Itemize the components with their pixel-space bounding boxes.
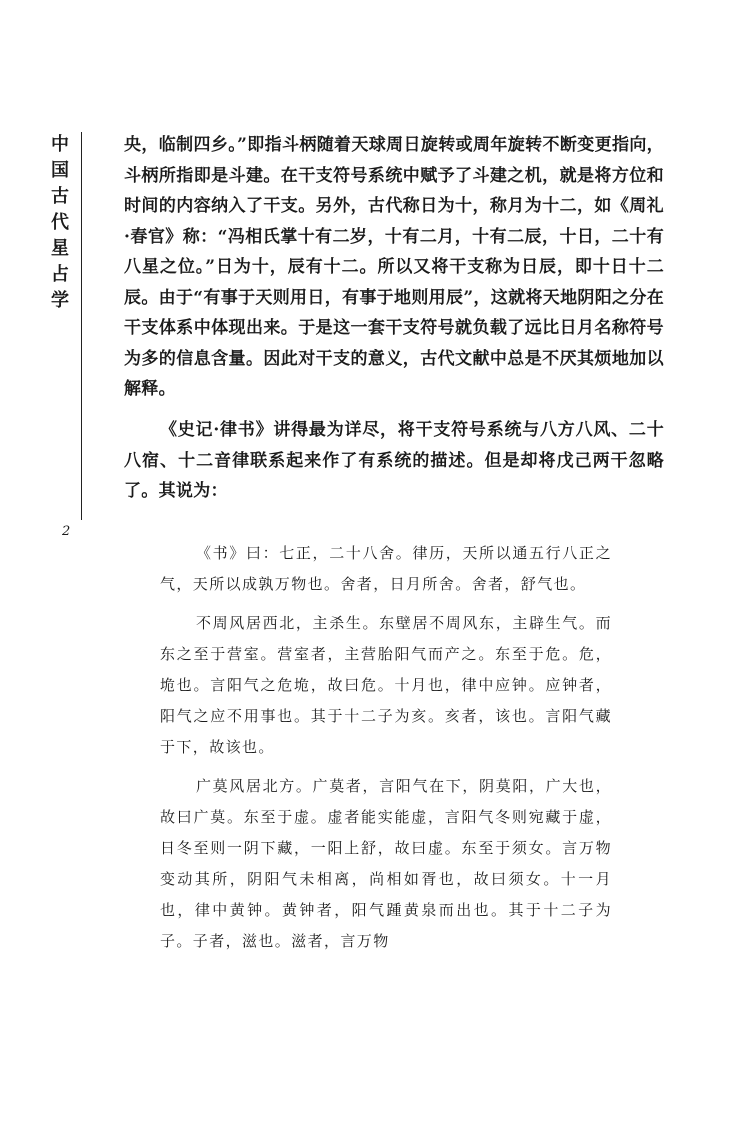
quotation-block [160,538,612,957]
running-head-book-title: 中国古代星占学 [51,134,69,311]
quote-paragraph-3: 广莫风居北方。广莫者，言阳气在下，阴莫阳，广大也，故曰广莫。东至于虚。虚者能实能虚，言阳气冬则宛藏于虚，日冬至则一阴下藏，一阳上舒，故曰虚。东至于须女。言万物变动其所，阴阳气未相离，尚相如胥也，故曰须女。十一月也，律中黄钟。黄钟者，阳气踵黄泉而出也。其于十二子为子。子者，滋也。滋者，言万物 [160,777,612,950]
quote-paragraph-1: 《书》曰：七正，二十八舍。律历，天所以通五行八正之气，天所以成孰万物也。舍者，日月所舍。舍者，舒气也。 [160,544,612,593]
main-text-block-2 [124,415,664,507]
main-paragraph-1: 央，临制四乡。”即指斗柄随着天球周日旋转或周年旋转不断变更指向，斗柄所指即是斗建。在干支符号系统中赋予了斗建之机，就是将方位和时间的内容纳入了干支。另外，古代称日为十，称月为十二，如《周礼·春官》称：“冯相氏掌十有二岁，十有二月，十有二辰，十日，二十有八星之位。”日为十，辰有十二。所以又将干支称为日辰，即十日十二辰。由于“有事于天则用日，有事于地则用辰”，这就将天地阴阳之分在干支体系中体现出来。于是这一套干支符号就负载了远比日月名称符号为多的信息含量。因此对干支的意义，古代文献中总是不厌其烦地加以解释。 [124,135,664,399]
quote-paragraph-2: 不周风居西北，主杀生。东壁居不周风东，主辟生气。而东之至于营室。营室者，主营胎阳气而产之。东至于危。危，垝也。言阳气之危垝，故曰危。十月也，律中应钟。应钟者，阳气之应不用事也。其于十二子为亥。亥者，该也。言阳气藏于下，故该也。 [160,614,612,756]
main-text-block [124,130,664,405]
main-paragraph-2: 《史记·律书》讲得最为详尽，将干支符号系统与八方八风、二十八宿、十二音律联系起来作了有系统的描述。但是却将戊己两干忽略了。其说为： [124,420,664,501]
margin-divider-line [81,132,82,520]
page-number: 2 [62,524,71,539]
